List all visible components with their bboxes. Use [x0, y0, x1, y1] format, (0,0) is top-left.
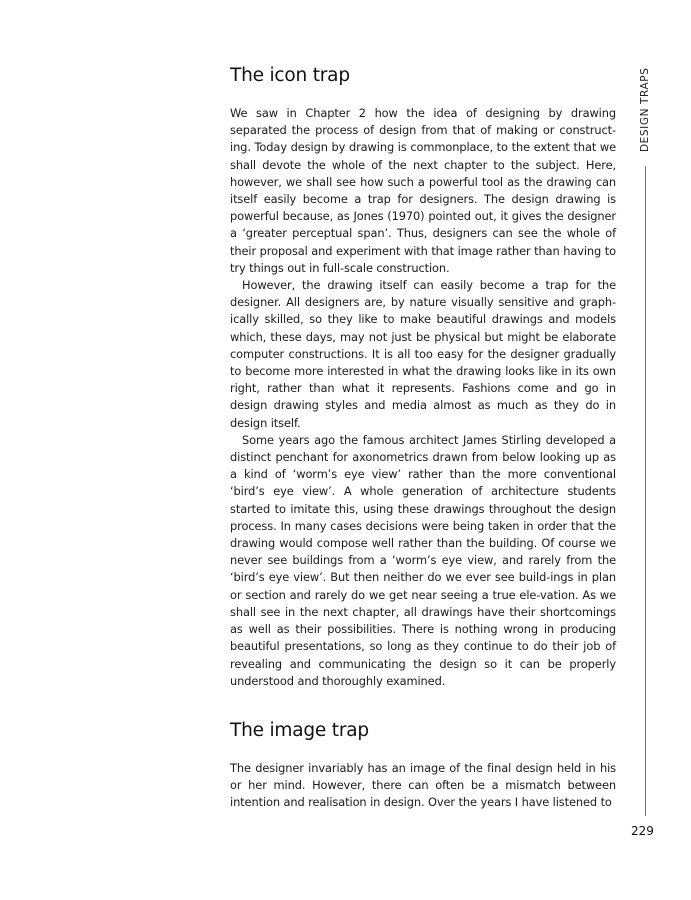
running-head [638, 68, 652, 152]
section-icon-trap [230, 64, 616, 690]
section-body [230, 760, 616, 812]
margin-rule [645, 166, 646, 816]
page-content [230, 64, 616, 810]
paragraph: The designer invariably has an image of the final design held in his or her mind. However, there can often be a mismatch between intention and realisation in design. Over the years I have listened to [230, 761, 616, 810]
paragraph: We saw in Chapter 2 how the idea of designing by drawing separated the process of design from that of making or construct-ing. Today design by drawing is commonplace, to the extent that we shall devote the whole of the next chapter to the subject. Here, however, we shall see how such a powerful tool as the drawing can itself easily become a trap for designers. The design drawing is powerful because, as Jones (1970) pointed out, it gives the designer a ‘greater perceptual span’. Thus, designers can see the whole of their proposal and experiment with that image rather than having to try things out in full-scale construction. [230, 106, 616, 275]
running-head-text: DESIGN TRAPS [639, 67, 651, 152]
paragraph: Some years ago the famous architect James Stirling developed a distinct penchant for axonometrics drawn from below looking up as a kind of ‘worm’s eye view’ rather than the more conventional ‘bird’s eye view’. A whole generation of architecture students started to imitate this, using these drawings throughout the design process. In many cases decisions were being taken in order that the drawing would compose well rather than the building. Of course we never see buildings from a ‘worm’s eye view, and rarely from the ‘bird’s eye view’. But then neither do we ever see build-ings in plan or section and rarely do we get near seeing a true ele-vation. As we shall see in the next chapter, all drawings have their shortcomings as well as their possibilities. There is nothing wrong in producing beautiful presentations, so long as they continue to do their job of revealing and communicating the design so it can be properly understood and thoroughly examined. [230, 432, 616, 688]
page-number: 229 [631, 824, 654, 838]
section-heading: The icon trap [230, 65, 350, 86]
paragraph: However, the drawing itself can easily become a trap for the designer. All designers are, by nature visually sensitive and graph-ically skilled, so they like to make beautiful drawings and models which, these days, may not just be physical but might be elaborate computer constructions. It is all too easy for the designer gradually to become more interested in what the drawing looks like in its own right, rather than what it represents. Fashions come and go in design drawing styles and media almost as much as they do in design itself. [230, 278, 616, 430]
section-heading: The image trap [230, 720, 369, 741]
